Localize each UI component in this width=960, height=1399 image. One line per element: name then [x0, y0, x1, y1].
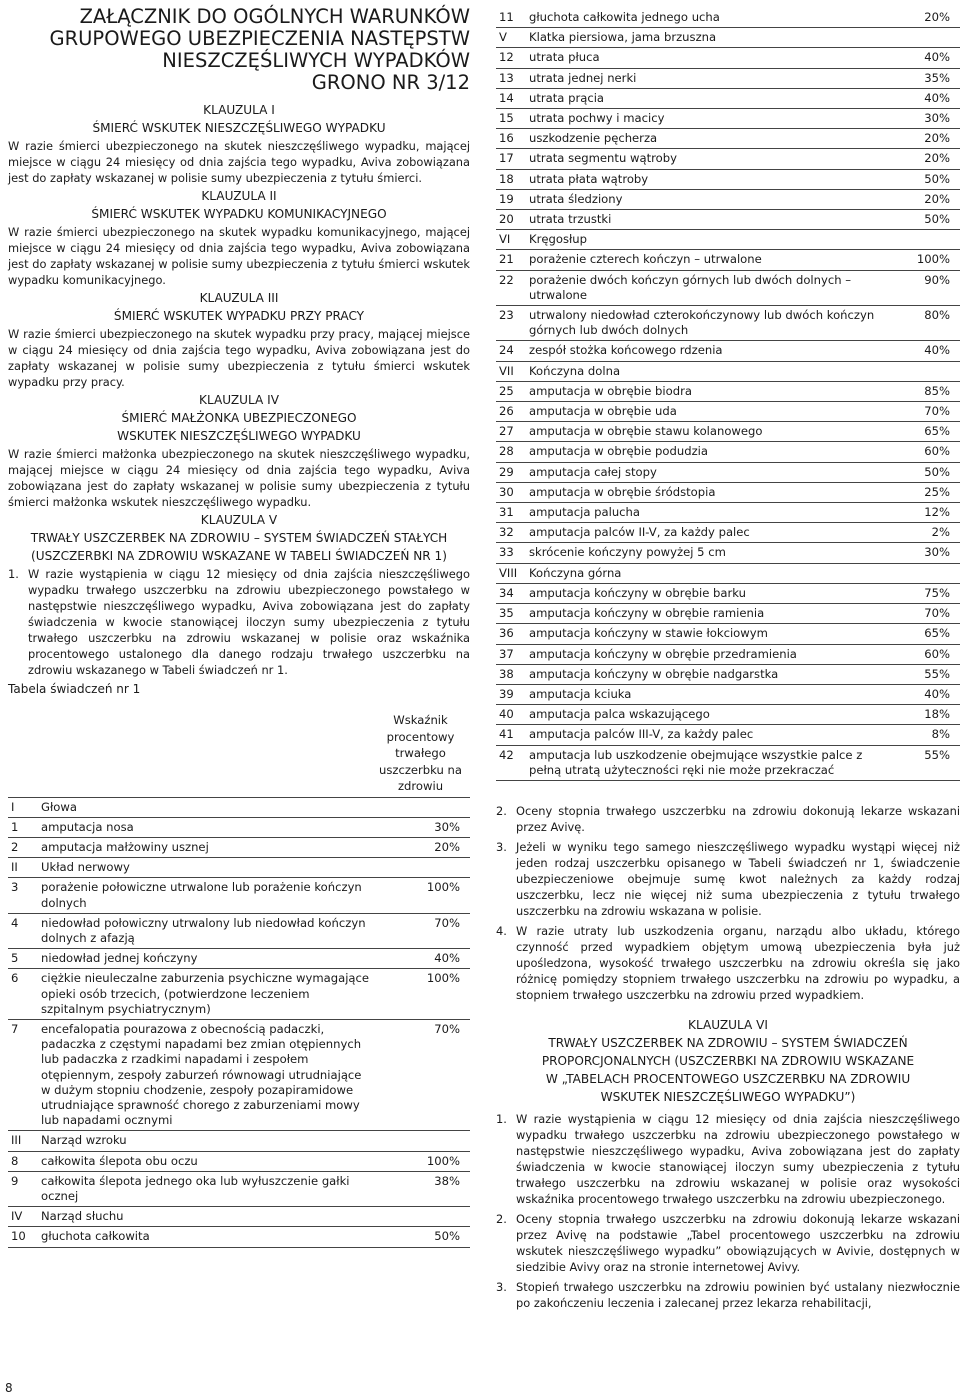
row-description: amputacja palców II-V, za każdy palec [526, 523, 888, 543]
row-percentage: 50% [888, 462, 960, 482]
point-text: W razie utraty lub uszkodzenia organu, narządu albo układu, którego czynność przed wypadkiem objętym umową ubezpieczenia była już upośledzona, wysokość trwałego uszczerbku na zdrowiu określa się jako różnicę pomiędzy stopniem trwałego uszczerbku na zdrowiu po wypadku, a stopniem trwałego uszczerbku na zdrowiu przed wypadkiem. [516, 923, 960, 1002]
clause-heading: ŚMIERĆ WSKUTEK NIESZCZĘŚLIWEGO WYPADKU [92, 121, 386, 135]
row-number: 10 [8, 1227, 38, 1247]
numbered-point [496, 803, 960, 835]
document-title [8, 6, 470, 94]
point-text: W razie wystąpienia w ciągu 12 miesięcy od dnia zajścia nieszczęśliwego wypadku trwałego uszczerbku na zdrowiu ubezpieczonego powstałego w następstwie nieszczęśliwego wypadku, Aviva zobowiązana jest do zapłaty świadczenia w kwocie stanowiącej iloczyn sumy ubezpieczenia z tytułu trwałego uszczerbku na zdrowiu wskazanej w polisie oraz wysokości wskaźnika procentowego trwałego uszczerbku na zdrowiu ubezpieczonego. [516, 1111, 960, 1206]
row-number: 25 [496, 381, 526, 401]
row-percentage: 40% [888, 88, 960, 108]
row-description: Kręgosłup [526, 230, 888, 250]
row-description: amputacja palców III-V, za każdy palec [526, 725, 888, 745]
table-row [8, 837, 470, 857]
row-description: amputacja w obrębie uda [526, 402, 888, 422]
row-description: amputacja kciuka [526, 684, 888, 704]
row-number: 4 [8, 913, 38, 948]
row-number: 13 [496, 68, 526, 88]
row-number: I [8, 797, 38, 817]
row-number: 36 [496, 624, 526, 644]
row-percentage: 12% [888, 503, 960, 523]
table-row [496, 129, 960, 149]
row-description: Kończyna dolna [526, 361, 888, 381]
row-percentage: 20% [888, 129, 960, 149]
table-row [496, 523, 960, 543]
row-percentage: 100% [375, 1151, 470, 1171]
clause-3 [8, 290, 470, 390]
row-percentage [375, 858, 470, 878]
table-row [496, 604, 960, 624]
row-percentage: 20% [375, 837, 470, 857]
row-number: 22 [496, 270, 526, 305]
row-percentage [375, 1207, 470, 1227]
table-header-cell: Wskaźnik procentowy trwałego uszczerbku na zdrowiu [375, 700, 470, 797]
point-number: 4. [496, 923, 507, 938]
row-description: amputacja nosa [38, 817, 375, 837]
row-number: 19 [496, 189, 526, 209]
row-description: utrata pochwy i macicy [526, 109, 888, 129]
point-number: 2. [496, 1211, 507, 1226]
row-percentage: 40% [888, 341, 960, 361]
row-description: utrata trzustki [526, 210, 888, 230]
title-line: GRONO NR 3/12 [311, 71, 470, 94]
row-description: amputacja w obrębie stawu kolanowego [526, 422, 888, 442]
row-percentage: 18% [888, 705, 960, 725]
clause-heading: KLAUZULA I [203, 103, 275, 117]
row-percentage: 55% [888, 745, 960, 780]
row-number: 35 [496, 604, 526, 624]
row-percentage: 20% [888, 189, 960, 209]
numbered-point [496, 1211, 960, 1275]
row-percentage: 20% [888, 149, 960, 169]
row-percentage: 40% [375, 949, 470, 969]
row-number: 2 [8, 837, 38, 857]
row-number: 37 [496, 644, 526, 664]
row-description: utrata płuca [526, 48, 888, 68]
row-percentage: 100% [375, 878, 470, 913]
row-number: 27 [496, 422, 526, 442]
table-row [496, 8, 960, 28]
row-number: 34 [496, 583, 526, 603]
row-percentage: 20% [888, 8, 960, 28]
clause-heading: ŚMIERĆ MAŁŻONKA UBEZPIECZONEGO [121, 411, 357, 425]
point-text: Oceny stopnia trwałego uszczerbku na zdrowiu dokonują lekarze wskazani przez Avivę. [516, 803, 960, 834]
numbered-point [496, 923, 960, 1003]
table-row [496, 583, 960, 603]
table-row [496, 341, 960, 361]
row-number: 9 [8, 1171, 38, 1206]
row-number: 28 [496, 442, 526, 462]
table-row [496, 48, 960, 68]
row-number: 18 [496, 169, 526, 189]
table-row [496, 68, 960, 88]
row-percentage: 40% [888, 48, 960, 68]
row-description: utrata jednej nerki [526, 68, 888, 88]
table-row [496, 210, 960, 230]
row-percentage: 60% [888, 644, 960, 664]
title-line: GRUPOWEGO UBEZPIECZENIA NASTĘPSTW [49, 27, 470, 50]
row-number: 29 [496, 462, 526, 482]
row-number: 31 [496, 503, 526, 523]
table-row [8, 1019, 470, 1130]
table-row [8, 913, 470, 948]
clause-heading: KLAUZULA III [199, 291, 279, 305]
row-percentage: 65% [888, 624, 960, 644]
row-description: Kończyna górna [526, 563, 888, 583]
row-percentage: 100% [375, 969, 470, 1020]
row-description: amputacja w obrębie biodra [526, 381, 888, 401]
point-number: 1. [496, 1111, 507, 1126]
table-row [496, 88, 960, 108]
clause-heading: ŚMIERĆ WSKUTEK WYPADKU KOMUNIKACYJNEGO [91, 207, 387, 221]
row-number: 6 [8, 969, 38, 1020]
table-header-row [8, 700, 470, 797]
row-percentage: 90% [888, 270, 960, 305]
point-text: Stopień trwałego uszczerbku na zdrowiu powinien być ustalany niezwłocznie po zakończeniu leczenia i zalecanej przez lekarza rehabilitacji, [516, 1279, 960, 1310]
row-percentage [888, 563, 960, 583]
row-description: porażenie dwóch kończyn górnych lub dwóch dolnych – utrwalone [526, 270, 888, 305]
table-row [496, 149, 960, 169]
row-description: amputacja małżowiny usznej [38, 837, 375, 857]
row-percentage: 75% [888, 583, 960, 603]
row-percentage: 55% [888, 664, 960, 684]
title-line: NIESZCZĘŚLIWYCH WYPADKÓW [162, 49, 470, 72]
row-percentage: 100% [888, 250, 960, 270]
row-number: 20 [496, 210, 526, 230]
row-percentage: 70% [375, 1019, 470, 1130]
table-row [8, 878, 470, 913]
clause-heading: ŚMIERĆ WSKUTEK WYPADKU PRZY PRACY [113, 309, 365, 323]
table-row [496, 306, 960, 341]
row-description: amputacja całej stopy [526, 462, 888, 482]
row-number: 41 [496, 725, 526, 745]
row-number: 40 [496, 705, 526, 725]
table-row [496, 705, 960, 725]
table-row [8, 817, 470, 837]
table-row [8, 949, 470, 969]
row-description: Narząd słuchu [38, 1207, 375, 1227]
clause-heading: WSKUTEK NIESZCZĘŚLIWEGO WYPADKU”) [600, 1089, 856, 1104]
table-row [496, 189, 960, 209]
row-number: 14 [496, 88, 526, 108]
row-percentage [888, 230, 960, 250]
row-number: 39 [496, 684, 526, 704]
clause-heading: TRWAŁY USZCZERBEK NA ZDROWIU – SYSTEM ŚWIADCZEŃ STAŁYCH [30, 531, 448, 545]
point-number: 3. [496, 1279, 507, 1294]
table-row [496, 422, 960, 442]
clause-2 [8, 188, 470, 288]
row-number: 5 [8, 949, 38, 969]
row-percentage: 38% [375, 1171, 470, 1206]
row-percentage: 85% [888, 381, 960, 401]
table-row [496, 402, 960, 422]
row-description: Klatka piersiowa, jama brzuszna [526, 28, 888, 48]
clause-text: W razie śmierci ubezpieczonego na skutek nieszczęśliwego wypadku, mającej miejsce w ciągu 24 miesięcy od dnia zajścia tego wypadku, Aviva zobowiązana jest do zapłaty wskazanej w polisie sumy ubezpieczenia z tytułu śmierci. [8, 139, 470, 185]
page-number: 8 [5, 1381, 13, 1395]
row-description: Układ nerwowy [38, 858, 375, 878]
table-row [8, 1151, 470, 1171]
row-number: 21 [496, 250, 526, 270]
row-description: amputacja kończyny w obrębie barku [526, 583, 888, 603]
row-number: 38 [496, 664, 526, 684]
clause-heading: WSKUTEK NIESZCZĘŚLIWEGO WYPADKU [117, 429, 361, 443]
row-description: utrata płata wątroby [526, 169, 888, 189]
point-text: W razie wystąpienia w ciągu 12 miesięcy od dnia zajścia nieszczęśliwego wypadku trwałego uszczerbku na zdrowiu ubezpieczonego powstałego w następstwie nieszczęśliwego wypadku, Aviva zobowiązana jest do zapłaty świadczenia w kwocie stanowiącej iloczyn sumy ubezpieczenia z tytułu trwałego uszczerbku na zdrowiu wskazanej w polisie oraz wskaźnika procentowego ustalonego dla danego rodzaju trwałego uszczerbku na zdrowiu wskazanego w Tabeli świadczeń nr 1. [28, 567, 470, 677]
row-number: V [496, 28, 526, 48]
clause-heading: KLAUZULA IV [199, 393, 279, 407]
row-number: 11 [496, 8, 526, 28]
benefits-table-left [8, 700, 470, 1248]
row-description: amputacja kończyny w obrębie przedramienia [526, 644, 888, 664]
row-description: porażenie połowiczne utrwalone lub porażenie kończyn dolnych [38, 878, 375, 913]
point-text: Jeżeli w wyniku tego samego nieszczęśliwego wypadku wystąpi więcej niż jeden rodzaj uszczerbku opisanego w Tabeli świadczeń nr 1, świadczenie ubezpieczeniowe obejmuje sumę kwot należnych za każdy rodzaj uszczerbku, lecz nie więcej niż suma ubezpieczenia z tytułu trwałego uszczerbku na zdrowiu wskazana w polisie. [516, 839, 960, 918]
benefits-table-right [496, 8, 960, 781]
table-row [496, 543, 960, 563]
table-row [496, 109, 960, 129]
table-row [496, 725, 960, 745]
table-row [8, 797, 470, 817]
row-number: 26 [496, 402, 526, 422]
numbered-point [496, 1111, 960, 1207]
row-description: skrócenie kończyny powyżej 5 cm [526, 543, 888, 563]
table-row [496, 745, 960, 780]
row-description: uszkodzenie pęcherza [526, 129, 888, 149]
row-description: amputacja palucha [526, 503, 888, 523]
row-number: 23 [496, 306, 526, 341]
row-description: niedowład połowiczny utrwalony lub niedowład kończyn dolnych z afazją [38, 913, 375, 948]
table-row [496, 169, 960, 189]
row-number: 12 [496, 48, 526, 68]
row-percentage [375, 797, 470, 817]
row-percentage [888, 361, 960, 381]
row-description: utrata prącia [526, 88, 888, 108]
clause-heading: (USZCZERBKI NA ZDROWIU WSKAZANE W TABELI ŚWIADCZEŃ NR 1) [31, 549, 447, 563]
row-number: 17 [496, 149, 526, 169]
row-number: 30 [496, 482, 526, 502]
row-percentage [375, 1131, 470, 1151]
right-column [496, 8, 960, 1315]
row-description: niedowład jednej kończyny [38, 949, 375, 969]
clause-1 [8, 102, 470, 186]
row-number: 1 [8, 817, 38, 837]
numbered-point [496, 1279, 960, 1311]
row-percentage: 40% [888, 684, 960, 704]
table-row [496, 381, 960, 401]
row-description: całkowita ślepota jednego oka lub wyłuszczenie gałki ocznej [38, 1171, 375, 1206]
row-percentage: 8% [888, 725, 960, 745]
table-row [8, 858, 470, 878]
row-percentage: 50% [375, 1227, 470, 1247]
row-number: 15 [496, 109, 526, 129]
row-number: 7 [8, 1019, 38, 1130]
point-number: 2. [496, 803, 507, 818]
left-column [8, 6, 470, 1248]
row-description: encefalopatia pourazowa z obecnością padaczki, padaczka z częstymi napadami bez zmian otępiennych lub padaczka z rzadkimi napadami i zespołem otępiennym, zespoły zaburzeń równowagi utrudniające w dużym stopniu chodzenie, zespoły pozapiramidowe utrudniające sprawność chorego z zaburzeniami mowy lub napadami ocznymi [38, 1019, 375, 1130]
table-row [496, 462, 960, 482]
row-percentage: 70% [888, 604, 960, 624]
row-description: amputacja kończyny w stawie łokciowym [526, 624, 888, 644]
row-description: utrata śledziony [526, 189, 888, 209]
table-row [496, 230, 960, 250]
row-number: 42 [496, 745, 526, 780]
clause-text: W razie śmierci małżonka ubezpieczonego na skutek nieszczęśliwego wypadku, mającej miejsce w ciągu 24 miesięcy od dnia zajścia tego wypadku, Aviva zobowiązana jest do zapłaty wskazanej w polisie sumy ubezpieczenia z tytułu śmierci małżonka wskutek nieszczęśliwego wypadku. [8, 447, 470, 509]
clause-heading: W „TABELACH PROCENTOWEGO USZCZERBKU NA ZDROWIU [545, 1071, 911, 1086]
row-description: amputacja palca wskazującego [526, 705, 888, 725]
table-row [496, 503, 960, 523]
row-description: głuchota całkowita [38, 1227, 375, 1247]
clause-5 [8, 512, 470, 678]
clause-4 [8, 392, 470, 510]
row-percentage: 60% [888, 442, 960, 462]
row-description: utrata segmentu wątroby [526, 149, 888, 169]
table-row [496, 563, 960, 583]
row-number: 16 [496, 129, 526, 149]
row-percentage: 25% [888, 482, 960, 502]
clause-heading: KLAUZULA II [201, 189, 277, 203]
table-row [8, 1227, 470, 1247]
point-number: 1. [8, 567, 19, 581]
row-description: Narząd wzroku [38, 1131, 375, 1151]
table-row [496, 250, 960, 270]
row-percentage: 2% [888, 523, 960, 543]
row-description: zespół stożka końcowego rdzenia [526, 341, 888, 361]
row-percentage: 70% [375, 913, 470, 948]
clause-5-continued [496, 803, 960, 1003]
row-percentage [888, 28, 960, 48]
table-row [496, 644, 960, 664]
row-number: II [8, 858, 38, 878]
table-row [496, 664, 960, 684]
title-line: ZAŁĄCZNIK DO OGÓLNYCH WARUNKÓW [79, 5, 470, 28]
row-percentage: 30% [888, 109, 960, 129]
row-percentage: 35% [888, 68, 960, 88]
row-percentage: 65% [888, 422, 960, 442]
row-percentage: 50% [888, 169, 960, 189]
table-row [8, 969, 470, 1020]
table-row [8, 1131, 470, 1151]
point-number: 3. [496, 839, 507, 854]
numbered-point [8, 566, 470, 678]
row-number: VI [496, 230, 526, 250]
point-text: Oceny stopnia trwałego uszczerbku na zdrowiu dokonują lekarze wskazani przez Avivę na podstawie „Tabel procentowego uszczerbku na zdrowiu wskutek nieszczęśliwego wypadku” obowiązujących w Avivie, dostępnych w siedzibie Avivy oraz na stronie internetowej Avivy. [516, 1211, 960, 1274]
row-percentage: 30% [375, 817, 470, 837]
row-number: 8 [8, 1151, 38, 1171]
table-row [496, 482, 960, 502]
row-percentage: 70% [888, 402, 960, 422]
table-label: Tabela świadczeń nr 1 [8, 682, 141, 696]
row-description: amputacja w obrębie podudzia [526, 442, 888, 462]
numbered-point [496, 839, 960, 919]
row-percentage: 80% [888, 306, 960, 341]
row-number: VII [496, 361, 526, 381]
row-percentage: 30% [888, 543, 960, 563]
row-number: 24 [496, 341, 526, 361]
row-description: porażenie czterech kończyn – utrwalone [526, 250, 888, 270]
row-percentage: 50% [888, 210, 960, 230]
clause-heading: KLAUZULA VI [688, 1017, 768, 1032]
clause-text: W razie śmierci ubezpieczonego na skutek wypadku przy pracy, mającej miejsce w ciągu 24 miesięcy od dnia zajścia tego wypadku, Aviva zobowiązana jest do zapłaty wskazanej w polisie sumy ubezpieczenia z tytułu śmierci wskutek wypadku przy pracy. [8, 327, 470, 389]
row-description: głuchota całkowita jednego ucha [526, 8, 888, 28]
row-description: amputacja kończyny w obrębie nadgarstka [526, 664, 888, 684]
table-row [496, 684, 960, 704]
table-row [496, 361, 960, 381]
row-description: całkowita ślepota obu oczu [38, 1151, 375, 1171]
clause-heading: PROPORCJONALNYCH (USZCZERBKI NA ZDROWIU WSKAZANE [541, 1053, 915, 1068]
clause-6 [496, 1017, 960, 1311]
table-row [8, 1207, 470, 1227]
table-row [496, 270, 960, 305]
row-number: 33 [496, 543, 526, 563]
table-row [8, 1171, 470, 1206]
clause-text: W razie śmierci ubezpieczonego na skutek wypadku komunikacyjnego, mającej miejsce w ciągu 24 miesięcy od dnia zajścia tego wypadku, Aviva zobowiązana jest do zapłaty wskazanej w polisie sumy ubezpieczenia z tytułu śmierci wskutek wypadku komunikacyjnego. [8, 225, 470, 287]
row-description: Głowa [38, 797, 375, 817]
row-number: VIII [496, 563, 526, 583]
row-description: amputacja lub uszkodzenie obejmujące wszystkie palce z pełną utratą użyteczności ręki nie może przekraczać [526, 745, 888, 780]
clause-heading: KLAUZULA V [200, 513, 278, 527]
clause-heading: TRWAŁY USZCZERBEK NA ZDROWIU – SYSTEM ŚWIADCZEŃ [548, 1035, 908, 1050]
table-row [496, 442, 960, 462]
row-description: amputacja w obrębie śródstopia [526, 482, 888, 502]
table-row [496, 624, 960, 644]
row-number: 32 [496, 523, 526, 543]
row-description: amputacja kończyny w obrębie ramienia [526, 604, 888, 624]
row-description: utrwalony niedowład czterokończynowy lub dwóch kończyn górnych lub dwóch dolnych [526, 306, 888, 341]
row-number: III [8, 1131, 38, 1151]
table-row [496, 28, 960, 48]
row-number: IV [8, 1207, 38, 1227]
row-description: ciężkie nieuleczalne zaburzenia psychiczne wymagające opieki osób trzecich, (potwierdzone leczeniem szpitalnym psychiatrycznym) [38, 969, 375, 1020]
row-number: 3 [8, 878, 38, 913]
